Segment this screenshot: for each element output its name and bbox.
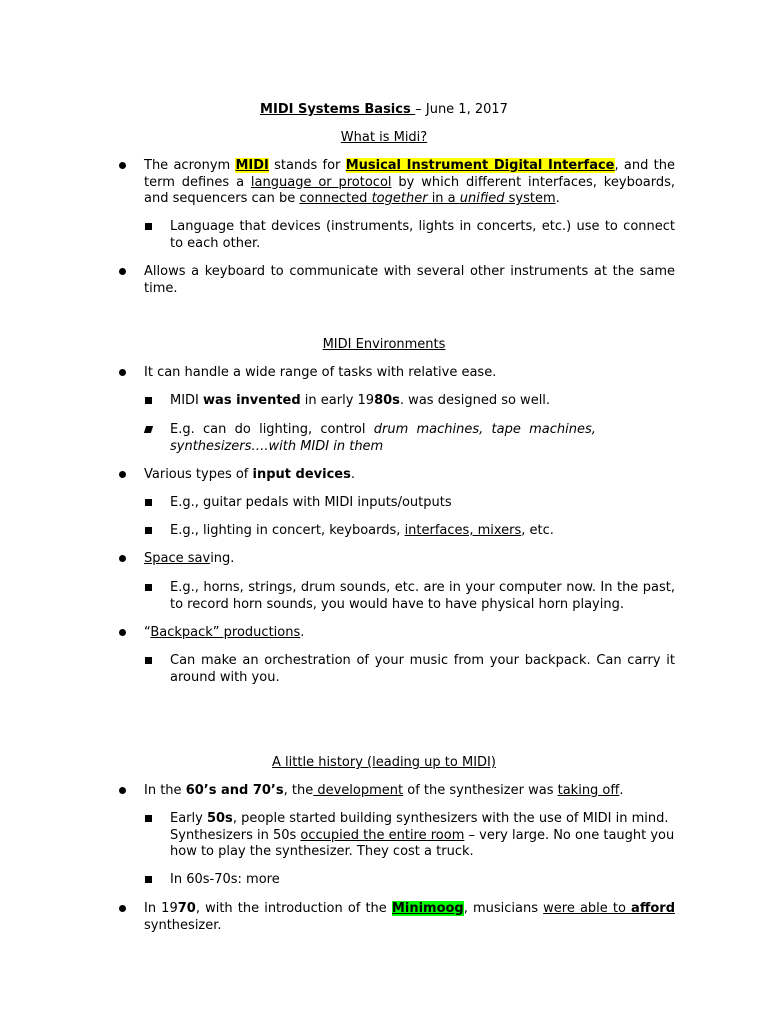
list-subitem-early-50s bbox=[170, 811, 675, 861]
list-subitem-lighting-concert bbox=[170, 523, 675, 540]
bullet-square bbox=[144, 426, 153, 433]
underlined-italic-text: together bbox=[371, 191, 428, 206]
text: In the bbox=[144, 783, 186, 798]
list-item-midi-acronym bbox=[144, 158, 675, 208]
list-item-tasks: It can handle a wide range of tasks with relative ease. bbox=[144, 365, 497, 380]
highlight-midi: MIDI bbox=[235, 158, 269, 173]
text: E.g. can do lighting, control bbox=[170, 422, 374, 437]
bullet-square bbox=[145, 223, 152, 230]
underlined-text: taking off bbox=[557, 783, 620, 798]
bullet-square bbox=[145, 527, 152, 534]
text: of the synthesizer was bbox=[403, 783, 558, 798]
section-heading-environments bbox=[0, 336, 768, 353]
underlined-text: connected bbox=[299, 191, 372, 206]
list-subitem-language: Language that devices (instruments, lights in concerts, etc.) use to connect to each other. bbox=[170, 219, 675, 251]
text: “ bbox=[144, 625, 151, 640]
list-subitem-invented bbox=[170, 393, 675, 410]
heading-text: A little history (leading up to MIDI) bbox=[272, 755, 496, 770]
document-title bbox=[0, 101, 768, 118]
bullet-square bbox=[145, 657, 152, 664]
bold-text: 70 bbox=[177, 901, 196, 916]
section-heading-history bbox=[0, 754, 768, 771]
list-subitem-guitar-pedals: E.g., guitar pedals with MIDI inputs/outputs bbox=[170, 495, 452, 510]
text: synthesizer. bbox=[144, 917, 222, 933]
text: In 19 bbox=[144, 901, 178, 916]
subtitle-text: What is Midi? bbox=[340, 130, 428, 145]
text: . bbox=[619, 783, 624, 798]
highlight-minimoog: Minimoog bbox=[391, 901, 464, 916]
bullet-dot bbox=[119, 162, 126, 169]
list-item-backpack bbox=[144, 625, 675, 642]
text: . bbox=[350, 467, 355, 482]
list-item-input-devices bbox=[144, 467, 675, 484]
underlined-text: system bbox=[504, 191, 556, 206]
text: , the bbox=[283, 783, 314, 798]
bullet-square bbox=[145, 584, 152, 591]
subtitle bbox=[0, 129, 768, 146]
list-item-60s-70s bbox=[144, 783, 675, 800]
heading-text: MIDI Environments bbox=[322, 337, 446, 352]
italic-text: drum machines, tape machines, synthesizers….with MIDI in them bbox=[170, 422, 601, 454]
text: . bbox=[555, 191, 560, 206]
list-subitem-lighting bbox=[170, 422, 675, 455]
bullet-dot bbox=[119, 268, 126, 275]
underlined-text: interfaces, mixers bbox=[404, 523, 522, 538]
bullet-dot bbox=[119, 905, 126, 912]
list-item-space-saving bbox=[144, 551, 675, 568]
text: , with the introduction of the bbox=[195, 901, 392, 916]
bullet-dot bbox=[119, 471, 126, 478]
text: Various types of bbox=[144, 467, 253, 482]
text: Early bbox=[170, 811, 207, 826]
underlined-text: occupied the entire room bbox=[300, 827, 465, 843]
bullet-dot bbox=[119, 629, 126, 636]
text: MIDI bbox=[170, 393, 204, 408]
bold-text: 50s bbox=[206, 811, 233, 826]
text: in early 19 bbox=[300, 393, 375, 408]
bullet-square bbox=[145, 876, 152, 883]
text: stands for bbox=[268, 158, 346, 173]
underlined-text: Space sav bbox=[144, 551, 211, 566]
text: , musicians bbox=[463, 901, 544, 916]
bullet-square bbox=[145, 499, 152, 506]
title-text: MIDI Systems Basics bbox=[260, 102, 416, 117]
bullet-square bbox=[145, 397, 152, 404]
underlined-bold-text: afford bbox=[631, 901, 675, 916]
list-item-keyboard: Allows a keyboard to communicate with several other instruments at the same time. bbox=[144, 264, 675, 296]
underlined-text: in a bbox=[427, 191, 460, 206]
bold-text: 80s bbox=[374, 393, 400, 408]
text: , people started building synthesizers with the use of MIDI in mind. Synthesizers in 50s bbox=[170, 811, 669, 843]
bullet-dot bbox=[119, 369, 126, 376]
title-date: – June 1, 2017 bbox=[415, 102, 508, 117]
bullet-dot bbox=[119, 787, 126, 794]
text: . was designed so well. bbox=[399, 393, 551, 408]
list-subitem-horns: E.g., horns, strings, drum sounds, etc. are in your computer now. In the past, to record horn sounds, you would have to have physical horn playing. bbox=[170, 580, 675, 612]
text: by which different interfaces, keyboards, and sequencers can be bbox=[144, 174, 676, 206]
underlined-italic-text: unified bbox=[459, 191, 505, 206]
bullet-square bbox=[145, 815, 152, 822]
text: , etc. bbox=[521, 523, 554, 538]
text: E.g., lighting in concert, keyboards, bbox=[170, 523, 405, 538]
text: The acronym bbox=[144, 158, 236, 173]
list-subitem-orchestration: Can make an orchestration of your music from your backpack. Can carry it around with you. bbox=[170, 653, 675, 685]
bold-text: was invented bbox=[203, 393, 301, 408]
text: – very large. No one taught you how to play the synthesizer. They cost a truck. bbox=[170, 827, 675, 859]
list-subitem-60s-70s-more: In 60s-70s: more bbox=[170, 872, 280, 887]
text: , and the term defines a bbox=[144, 158, 675, 190]
text: ing. bbox=[210, 551, 235, 566]
underlined-text: were able to bbox=[543, 901, 632, 916]
list-item-minimoog bbox=[144, 901, 675, 934]
bold-text: input devices bbox=[252, 467, 351, 482]
underlined-text: development bbox=[313, 783, 404, 798]
highlight-full-name: Musical Instrument Digital Interface bbox=[345, 158, 615, 173]
text: . bbox=[300, 625, 305, 640]
underlined-text: Backpack” productions bbox=[150, 625, 301, 640]
bold-text: 60’s and 70’s bbox=[185, 783, 284, 798]
underlined-text: language or protocol bbox=[250, 174, 392, 190]
bullet-dot bbox=[119, 555, 126, 562]
